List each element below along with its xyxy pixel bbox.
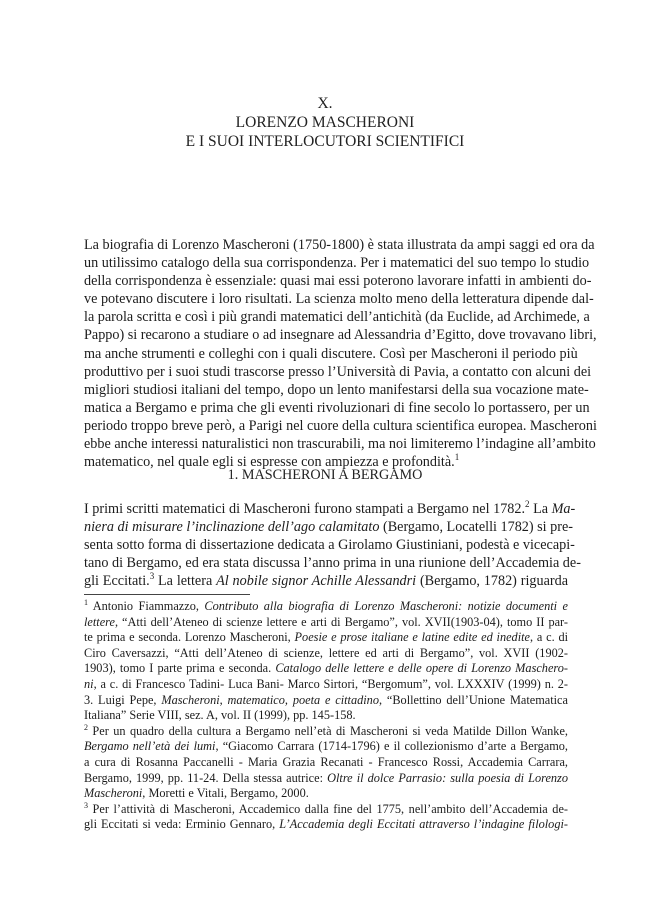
- footnote-2-line: [84, 739, 568, 755]
- text-run: La lettera: [154, 573, 217, 590]
- text-line: matica a Bergamo e prima che gli eventi rivoluzionari di fine secolo lo portassero, per un: [84, 399, 590, 416]
- text-line: [84, 572, 568, 590]
- text-line: ma anche strumenti e colleghi con i quali discutere. Così per Mascheroni il periodo più: [84, 345, 578, 362]
- italic-title: Contributo alla biografia di Lorenzo Mascheroni: notizie documenti e: [204, 599, 568, 613]
- text-run: , a c. di: [530, 630, 569, 645]
- text-run: 1903), tomo I parte prima e seconda.: [84, 661, 276, 676]
- italic-title: Al nobile signor Achille Alessandri: [216, 573, 417, 590]
- footnote-2-line: [84, 724, 568, 740]
- text-line: senta sotto forma di dissertazione dedicata a Girolamo Giustiniani, podestà e vicecapi-: [84, 537, 575, 554]
- text-line: periodo troppo breve però, a Parigi nel cuore della cultura scientifica europea. Mascheroni: [84, 417, 597, 434]
- text-run: , a c. di Francesco Tadini- Luca Bani- Marco Sirtori, “Bergomum”, vol. LXXXIV (1999) n. 2-: [93, 676, 568, 691]
- footnote-1-line: [84, 630, 568, 646]
- text-run: , Moretti e Vitali, Bergamo, 2000.: [142, 786, 309, 801]
- footnote-number-3: 3: [84, 800, 88, 810]
- text-line: ebbe anche interessi naturalistici non trascurabili, ma noi limiteremo l’indagine all’ambito: [84, 436, 596, 453]
- chapter-heading: [0, 94, 650, 151]
- footnote-ref-1[interactable]: 1: [454, 452, 460, 463]
- footnote-1-line: [84, 615, 568, 631]
- text-line: ve potevano discutere i loro risultati. La scienza molto meno della letteratura dipende dal-: [84, 291, 594, 308]
- footnote-1-line: [84, 661, 568, 677]
- text-run: I primi scritti matematici di Mascheroni furono stampati a Bergamo nel 1782.: [84, 501, 526, 517]
- text-line: [84, 499, 576, 518]
- footnote-1-line: [84, 599, 568, 615]
- section-heading: 1. MASCHERONI A BERGAMO: [227, 467, 423, 483]
- footnote-3-line: [84, 817, 568, 833]
- text-line: della corrispondenza è essenziale: quasi mai essi poterono lavorare infatti in ambienti do-: [84, 273, 592, 290]
- section-paragraph: [84, 499, 581, 590]
- italic-title: Mascheroni: [84, 786, 143, 801]
- text-run: , “Giacomo Carrara (1714-1796) e il collezionismo d’arte a Bergamo,: [215, 739, 568, 754]
- chapter-title-line-1: LORENZO MASCHERONI: [235, 114, 415, 131]
- footnote-3-line: [84, 802, 568, 818]
- text-run: 3. Luigi Pepe,: [84, 692, 162, 707]
- intro-paragraph: [84, 236, 597, 471]
- text-run: , “Atti dell’Ateneo di scienze lettere e arti di Bergamo”, vol. XVII(1903-04), tomo II par-: [114, 614, 568, 629]
- footnote-1-line: Ciro Caversazzi, “Atti dell’Ateneo di scienze, lettere ed arti di Bergamo”, vol. XVII (1902-: [84, 645, 568, 660]
- text-run: Per un quadro della cultura a Bergamo nell’età di Mascheroni si veda Matilde Dillon Wanke,: [88, 723, 568, 738]
- text-line: Pappo) si recarono a studiare o ad insegnare ad Alessandria d’Egitto, dove trovavano libri,: [84, 327, 597, 344]
- footnote-1-line: [84, 693, 568, 709]
- text-run: , “Bollettino dell’Unione Matematica: [378, 692, 568, 707]
- italic-title: Mascheroni, matematico, poeta e cittadino: [161, 692, 379, 707]
- italic-title: L’Accademia degli Eccitati attraverso l’indagine filologi-: [279, 817, 568, 832]
- footnote-1-line: Italiana” Serie VIII, sez. A, vol. II (1999), pp. 145-158.: [84, 708, 356, 723]
- italic-title: Poesie e prose italiane e latine edite ed inedite: [294, 630, 530, 645]
- footnote-2-line: [84, 771, 568, 787]
- footnote-separator: [84, 594, 250, 595]
- footnote-number-1: 1: [84, 598, 88, 607]
- text-line: La biografia di Lorenzo Mascheroni (1750-1800) è stata illustrata da ampi saggi ed ora da: [84, 237, 595, 253]
- footnote-number-2: 2: [84, 722, 88, 732]
- text-run: gli Eccitati si veda: Erminio Gennaro,: [84, 817, 280, 832]
- footnotes: [84, 599, 568, 833]
- text-line: produttivo per i suoi studi trascorse presso l’Università di Pavia, a contatto con alcuni dei: [84, 363, 592, 380]
- italic-title: lettere: [84, 614, 115, 629]
- footnote-ref-2[interactable]: 2: [525, 499, 530, 509]
- italic-title: Ma-: [551, 501, 576, 517]
- text-line: un utilissimo catalogo della sua corrispondenza. Per i matematici del suo tempo lo studio: [84, 255, 590, 272]
- chapter-number: X.: [317, 95, 333, 112]
- text-line: migliori studiosi italiani del tempo, dopo un lento manifestarsi della sua vocazione mate-: [84, 381, 589, 398]
- text-run: (Bergamo, 1782) riguarda: [416, 573, 569, 590]
- text-run: gli Eccitati.: [84, 573, 150, 590]
- text-run: (Bergamo, Locatelli 1782) si pre-: [379, 519, 573, 536]
- text-line: tano di Bergamo, ed era stata discussa l’anno prima in una riunione dell’Accademia de-: [84, 555, 581, 572]
- text-line: [84, 518, 573, 536]
- text-run: Bergamo, 1999, pp. 11-24. Della stessa autrice:: [84, 770, 328, 785]
- text-run: matematico, nel quale egli si espresse con ampiezza e profondità.: [84, 454, 455, 471]
- italic-title: Bergamo nell’età dei lumi: [84, 739, 216, 754]
- italic-title: ni: [84, 676, 94, 691]
- italic-title: Catalogo delle lettere e delle opere di Lorenzo Maschero-: [275, 661, 568, 676]
- chapter-title-line-2: E I SUOI INTERLOCUTORI SCIENTIFICI: [185, 133, 465, 150]
- footnote-1-line: [84, 677, 568, 693]
- text-line: la parola scritta e così i più grandi matematici dell’antichità (da Euclide, ad Archimede, a: [84, 309, 590, 326]
- italic-title: Oltre il dolce Parrasio: sulla poesia di Lorenzo: [327, 770, 568, 785]
- footnote-ref-3[interactable]: 3: [149, 571, 155, 582]
- footnote-2-line: a cura di Rosanna Paccanelli - Maria Grazia Recanati - Francesco Rossi, Accademia Carrara,: [84, 754, 568, 769]
- text-run: Antonio Fiammazzo,: [88, 599, 205, 613]
- text-run: te prima e seconda. Lorenzo Mascheroni,: [84, 630, 295, 645]
- text-run: La: [529, 501, 552, 517]
- italic-title: niera di misurare l’inclinazione dell’ago calamitato: [84, 519, 380, 536]
- footnote-2-line: [84, 786, 568, 802]
- text-run: Per l’attività di Mascheroni, Accademico dalla fine del 1775, nell’ambito dell’Accademia de-: [88, 801, 568, 816]
